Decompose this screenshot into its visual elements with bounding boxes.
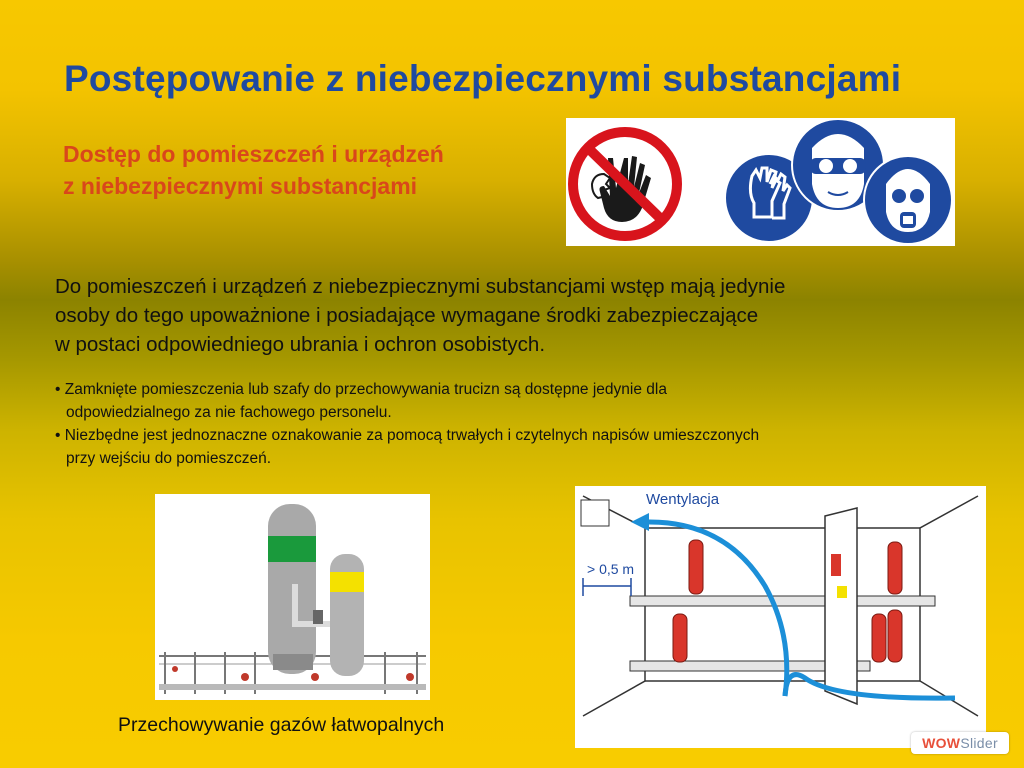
ventilation-room-illustration: [581, 496, 978, 716]
wowslider-watermark[interactable]: [911, 732, 1009, 754]
watermark-part1: WOW: [922, 735, 961, 751]
bullet-continuation: przy wejściu do pomieszczeń.: [66, 450, 272, 467]
ventilation-label: Wentylacja: [646, 491, 720, 508]
paragraph-line: w postaci odpowiedniego ubrania i ochron osobistych.: [55, 333, 546, 356]
ventilation-room-image: [575, 486, 986, 748]
gas-storage-caption: Przechowywanie gazów łatwopalnych: [118, 714, 445, 736]
watermark-part2: Slider: [960, 735, 998, 751]
distance-label: > 0,5 m: [587, 561, 635, 577]
paragraph-line: osoby do tego upoważnione i posiadające wymagane środki zabezpieczające: [55, 304, 759, 327]
slide-title: Postępowanie z niebezpiecznymi substancjami: [64, 58, 902, 99]
paragraph-line: Do pomieszczeń i urządzeń z niebezpiecznymi substancjami wstęp mają jedynie: [55, 275, 786, 298]
bullet-list: [55, 378, 985, 470]
access-paragraph: [55, 272, 995, 359]
bullet-item: [55, 378, 985, 401]
respirator-mask-icon: [864, 156, 952, 244]
gas-storage-image: [155, 494, 430, 700]
no-entry-sign-icon: [573, 132, 677, 236]
bullet-text: Zamknięte pomieszczenia lub szafy do przechowywania trucizn są dostępne jedynie dla: [64, 381, 667, 398]
bullet-text: Niezbędne jest jednoznaczne oznakowanie za pomocą trwałych i czytelnych napisów umieszczonych: [64, 427, 760, 444]
safety-signs-image: [566, 118, 955, 246]
subtitle-line: Dostęp do pomieszczeń i urządzeń: [63, 141, 444, 167]
bullet-item: [55, 424, 985, 447]
bullet-continuation: odpowiedzialnego za nie fachowego personelu.: [66, 404, 392, 421]
gas-tank-illustration: [159, 504, 426, 694]
subtitle-line: z niebezpiecznymi substancjami: [63, 173, 418, 199]
slide-subtitle: [63, 138, 563, 202]
bullet-dot: •: [55, 427, 65, 444]
bullet-dot: •: [55, 381, 65, 398]
